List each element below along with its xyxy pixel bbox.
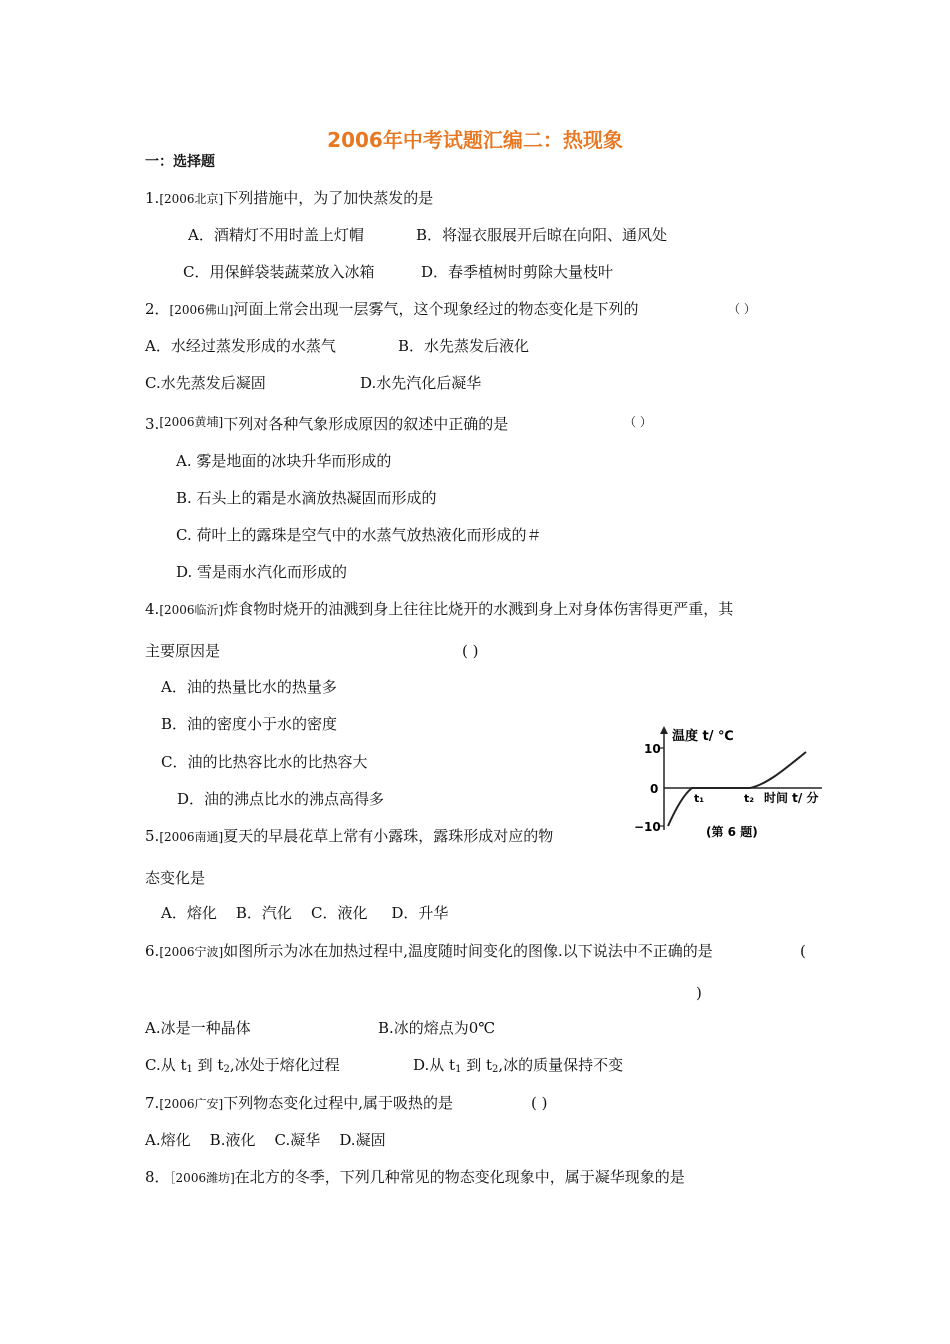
q2-answer-paren: （ ） [728, 302, 756, 316]
q3-source: [2006黄埔] [159, 415, 224, 429]
section-heading: 一：选择题 [145, 154, 215, 170]
q4-option-d: D．油的沸点比水的沸点高得多 [177, 790, 385, 808]
q1-option-c: C．用保鲜袋装蔬菜放入冰箱 [183, 263, 375, 281]
q3-stem: 下列对各种气象形成原因的叙述中正确的是 [223, 415, 509, 433]
q1-number: 1. [145, 189, 160, 207]
question-1 [145, 188, 433, 209]
q1-source: [2006北京] [159, 192, 224, 206]
q6-d-text-3: ,冰的质量保持不变 [498, 1056, 624, 1074]
q5-options: A．熔化 B．汽化 C．液化 D．升华 [161, 904, 449, 922]
q6-d-text-2: 到 t [461, 1056, 493, 1074]
q6-c-sub-2: 2 [223, 1064, 230, 1075]
q2-number: 2． [145, 300, 170, 318]
q6-c-text-3: ,冰处于熔化过程 [229, 1056, 340, 1074]
temperature-time-graph [634, 722, 834, 842]
q4-option-c: C．油的比热容比水的比热容大 [161, 753, 368, 771]
q6-source: [2006宁波] [159, 945, 224, 959]
q3-option-d: D. 雪是雨水汽化而形成的 [176, 563, 348, 581]
q6-option-a: A.冰是一种晶体 [145, 1019, 251, 1037]
q6-number: 6. [145, 942, 160, 960]
q2-option-b: B．水先蒸发后液化 [398, 337, 530, 355]
q1-stem: 下列措施中，为了加快蒸发的是 [223, 189, 434, 207]
q3-option-b: B. 石头上的霜是水滴放热凝固而形成的 [176, 489, 437, 507]
question-7 [145, 1093, 453, 1114]
q6-paren-close: ) [696, 984, 702, 1002]
q3-option-a: A. 雾是地面的冰块升华而形成的 [176, 452, 392, 470]
q6-option-b: B.冰的熔点为0℃ [378, 1019, 496, 1037]
q5-number: 5. [145, 827, 160, 845]
q1-option-d: D．春季植树时剪除大量枝叶 [421, 263, 614, 281]
q7-number: 7. [145, 1094, 160, 1112]
q6-d-sub-2: 2 [492, 1064, 499, 1075]
question-5 [145, 826, 553, 847]
q4-option-a: A．油的热量比水的热量多 [161, 678, 337, 696]
q7-answer-paren: ( ) [531, 1094, 548, 1112]
q1-option-a: A．酒精灯不用时盖上灯帽 [188, 226, 364, 244]
question-4 [145, 599, 733, 620]
q1-option-b: B．将湿衣服展开后晾在向阳、通风处 [416, 226, 668, 244]
figure-caption: (第 6 题) [706, 825, 758, 839]
q3-number: 3. [145, 415, 160, 433]
heating-curve [668, 752, 806, 826]
question-2 [145, 299, 638, 320]
q4-option-b: B．油的密度小于水的密度 [161, 715, 338, 733]
y-tick-label-minus10: −10 [634, 820, 661, 834]
q6-stem: 如图所示为冰在加热过程中,温度随时间变化的图像.以下说法中不正确的是 [223, 942, 713, 960]
q7-stem: 下列物态变化过程中,属于吸热的是 [223, 1094, 453, 1112]
y-tick-label-10: 10 [644, 742, 661, 756]
q7-options: A.熔化 B.液化 C.凝华 D.凝固 [145, 1131, 386, 1149]
page-title: 2006年中考试题汇编二：热现象 [327, 128, 623, 152]
q3-option-c: C. 荷叶上的露珠是空气中的水蒸气放热液化而形成的＃ [176, 526, 542, 544]
q2-option-a: A．水经过蒸发形成的水蒸气 [145, 337, 336, 355]
q2-source: [2006佛山] [169, 303, 234, 317]
q8-stem: 在北方的冬季，下列几种常见的物态变化现象中，属于凝华现象的是 [234, 1168, 685, 1186]
q5-stem-line2: 态变化是 [145, 869, 206, 887]
q2-stem: 河面上常会出现一层雾气，这个现象经过的物态变化是下列的 [233, 300, 639, 318]
y-axis-arrow [660, 726, 668, 734]
q4-stem-line1: 炸食物时烧开的油溅到身上往往比烧开的水溅到身上对身体伤害得更严重，其 [223, 600, 734, 618]
q4-source: [2006临沂] [159, 603, 224, 617]
q8-source: ［2006潍坊] [169, 1171, 235, 1185]
y-axis-label: 温度 t/ ℃ [672, 729, 734, 744]
q3-answer-paren: （ ） [624, 415, 652, 429]
t1-label: t₁ [694, 792, 705, 805]
q6-d-sub-1: 1 [455, 1064, 462, 1075]
q7-source: [2006广安] [159, 1097, 224, 1111]
q4-number: 4. [145, 600, 160, 618]
q6-paren-open: ( [800, 942, 806, 960]
t2-label: t₂ [744, 792, 755, 805]
q5-stem-line1: 夏天的早晨花草上常有小露珠，露珠形成对应的物 [223, 827, 554, 845]
q6-c-sub-1: 1 [186, 1064, 193, 1075]
q6-d-text-1: D.从 t [413, 1056, 456, 1074]
q8-number: 8． [145, 1168, 170, 1186]
q2-option-d: D.水先汽化后凝华 [360, 374, 482, 392]
q6-option-d [413, 1055, 623, 1080]
q4-answer-paren: ( ) [462, 642, 479, 660]
question-3 [145, 412, 508, 434]
question-8 [145, 1167, 685, 1188]
q6-option-c [145, 1055, 340, 1080]
q5-source: [2006南通] [159, 830, 224, 844]
y-tick-label-0: 0 [650, 782, 659, 796]
q4-stem-line2: 主要原因是 [145, 642, 221, 660]
x-axis-label: 时间 t/ 分 [764, 791, 819, 805]
q6-c-text-1: C.从 t [145, 1056, 187, 1074]
q6-c-text-2: 到 t [192, 1056, 224, 1074]
q2-option-c: C.水先蒸发后凝固 [145, 374, 266, 392]
question-6 [145, 941, 713, 962]
